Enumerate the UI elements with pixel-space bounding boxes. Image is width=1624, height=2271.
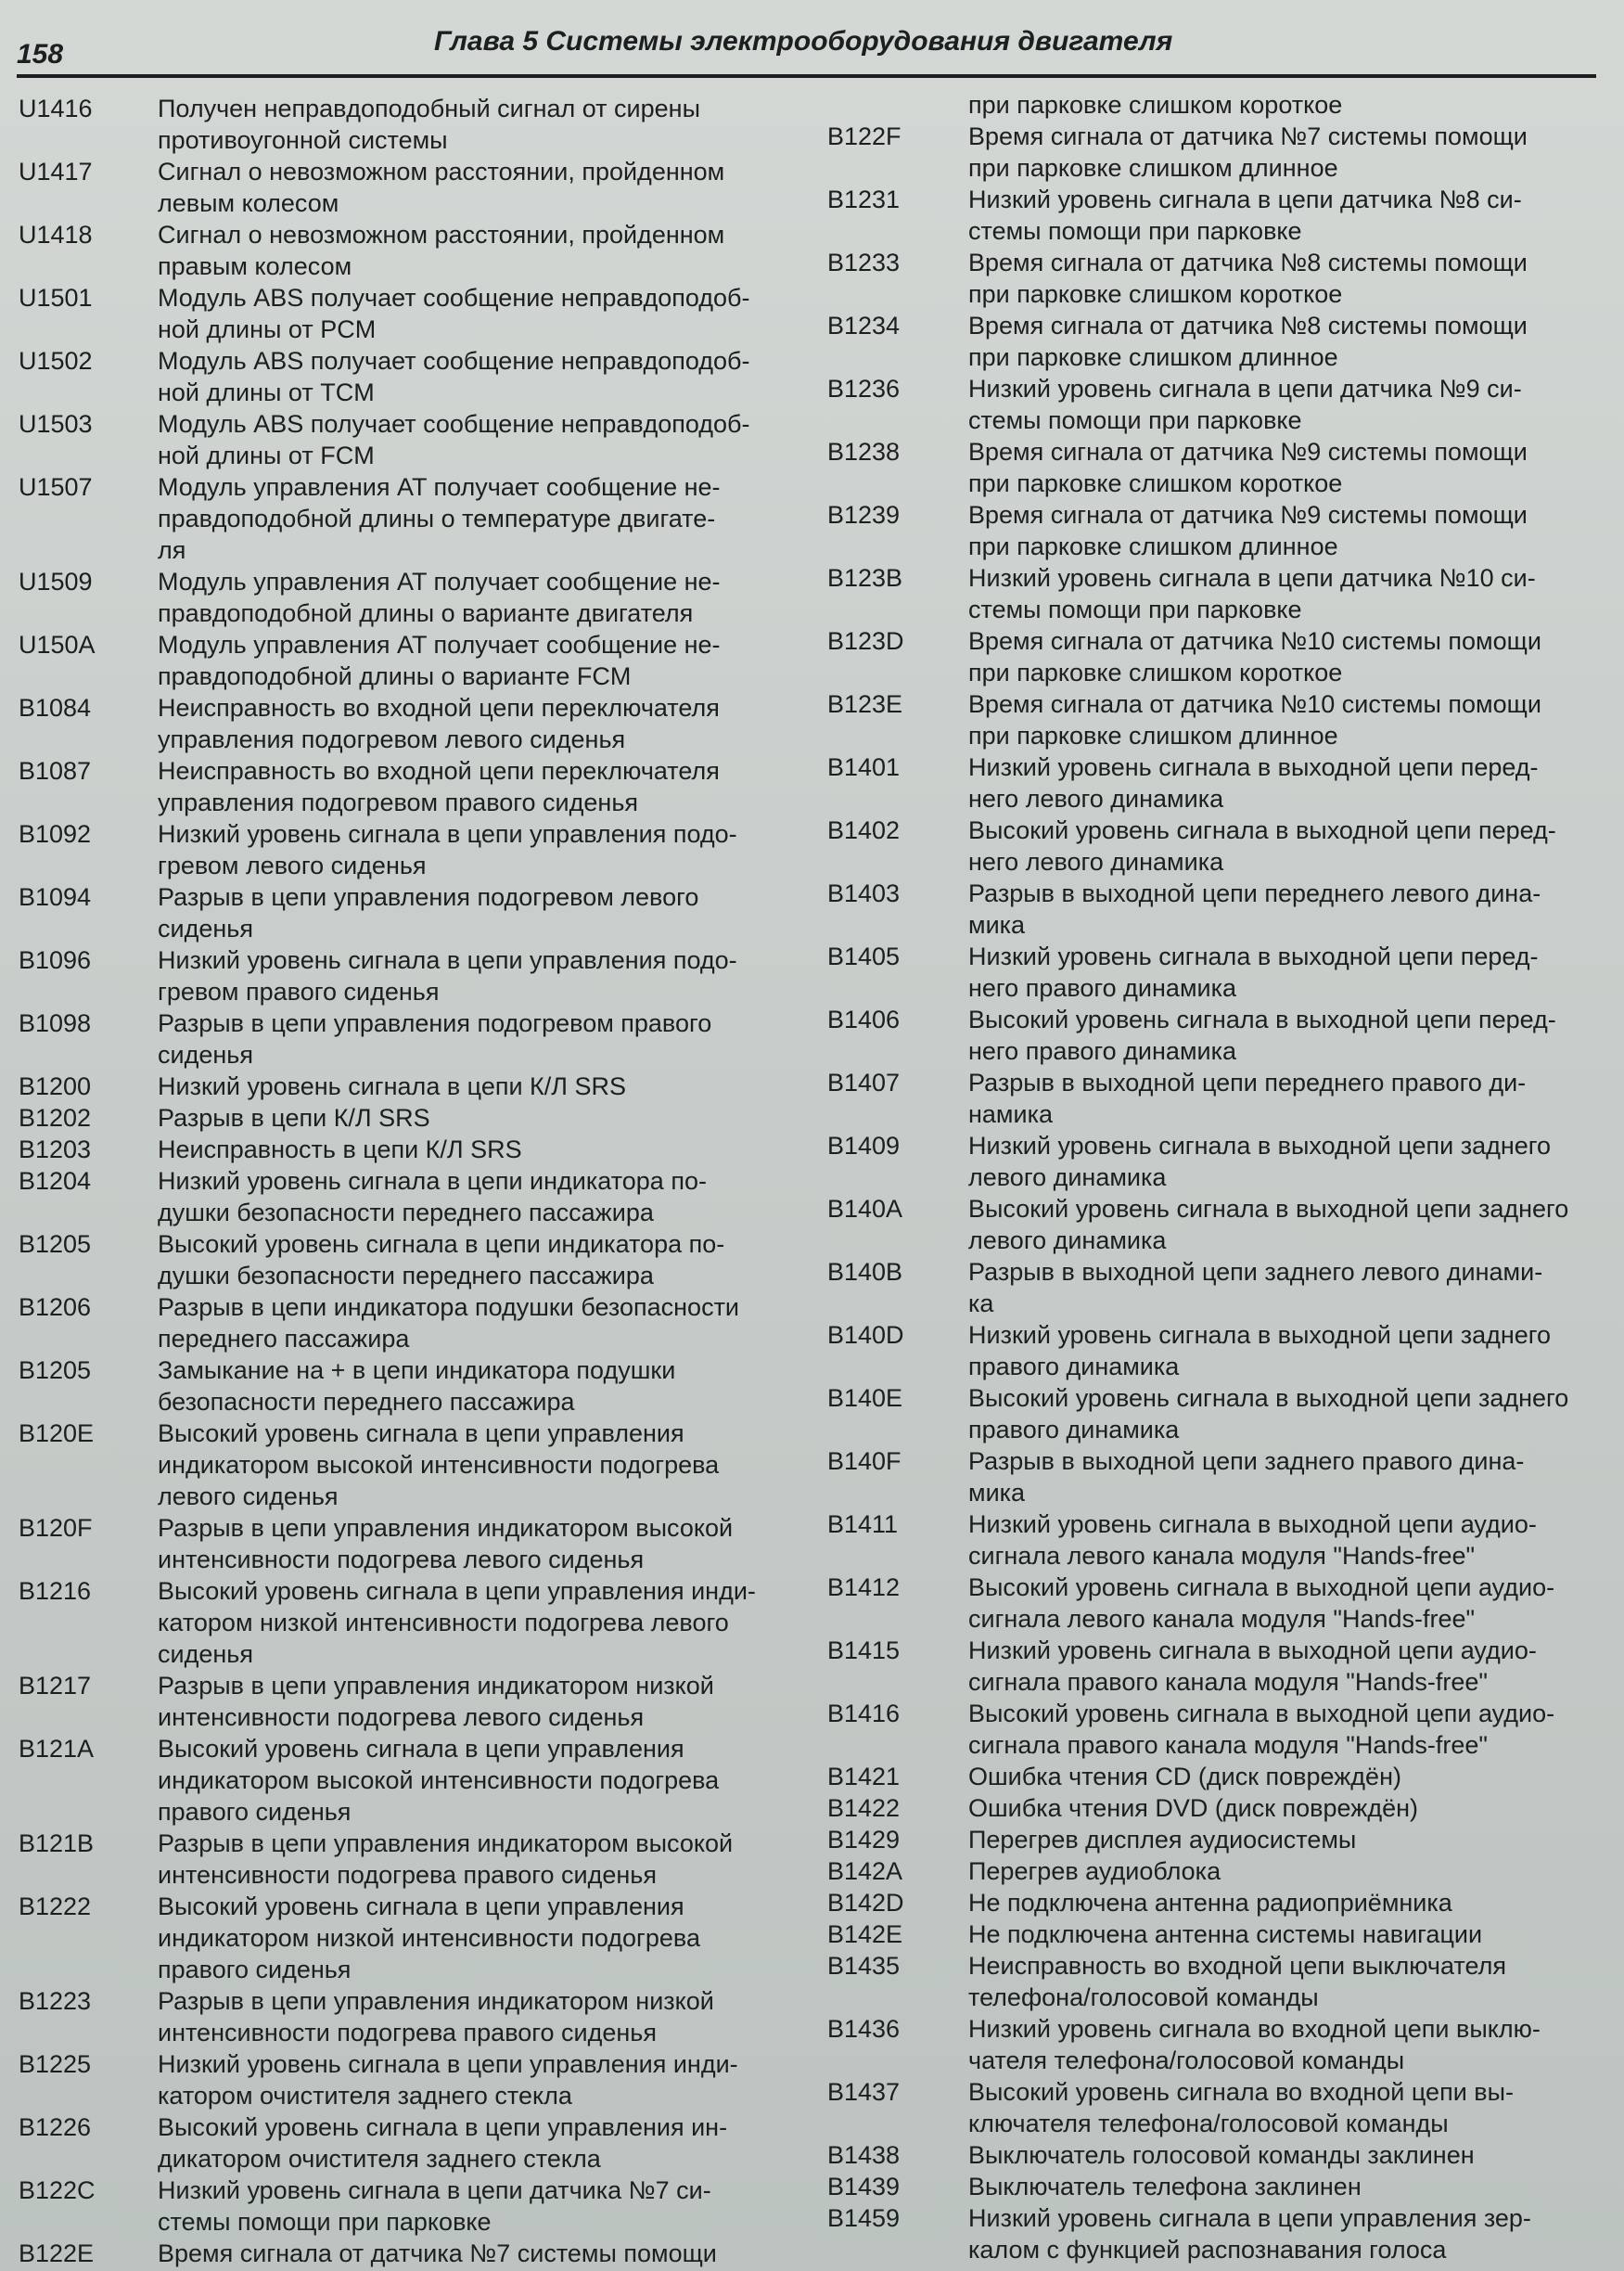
code-entry — [827, 1761, 1597, 1792]
fault-description: Разрыв в цепи управления подогревом правого сиденья — [158, 1009, 712, 1069]
fault-description: Низкий уровень сигнала в выходной цепи заднего правого динамика — [968, 1321, 1552, 1380]
code-entry — [827, 1067, 1597, 1130]
fault-description: Низкий уровень сигнала в цепи управления подо- гревом правого сиденья — [158, 946, 737, 1006]
code-entry — [19, 2111, 788, 2175]
fault-description: Низкий уровень сигнала в цепи датчика №7 си- стемы помощи при парковке — [158, 2176, 711, 2236]
code-entry — [19, 1291, 788, 1354]
code-entry — [827, 1792, 1597, 1824]
code-entry — [19, 692, 788, 755]
fault-code: U1417 — [19, 158, 93, 186]
fault-description: Низкий уровень сигнала во входной цепи выклю- чателя телефона/голосовой команды — [968, 2015, 1541, 2074]
fault-code: B1096 — [19, 946, 92, 974]
code-entry — [19, 219, 788, 282]
code-entry — [827, 2139, 1597, 2171]
fault-code: U1503 — [19, 410, 93, 438]
fault-description: Модуль ABS получает сообщение неправдоподоб- ной длины от TCM — [158, 347, 750, 406]
fault-code: B140A — [827, 1195, 903, 1223]
fault-description: Выключатель телефона заклинен — [968, 2173, 1362, 2200]
fault-code: B1436 — [827, 2015, 901, 2043]
code-entry — [827, 815, 1597, 878]
fault-description: Высокий уровень сигнала в выходной цепи заднего левого динамика — [968, 1195, 1569, 1254]
code-entry — [19, 1512, 788, 1575]
code-entry — [19, 1102, 788, 1134]
code-entry — [827, 1445, 1597, 1508]
fault-description: Разрыв в выходной цепи переднего левого дина- мика — [968, 879, 1541, 939]
fault-description: Неисправность в цепи К/Л SRS — [158, 1136, 522, 1163]
fault-description: Высокий уровень сигнала в выходной цепи перед- него левого динамика — [968, 816, 1556, 876]
code-entry — [19, 1418, 788, 1512]
fault-description: Разрыв в цепи управления подогревом левого сиденья — [158, 883, 699, 943]
code-entry — [19, 93, 788, 156]
code-entry — [827, 562, 1597, 625]
code-entry — [827, 1887, 1597, 1918]
fault-description: Время сигнала от датчика №7 системы помощи — [158, 2239, 717, 2267]
code-entry — [827, 499, 1597, 562]
fault-code: B142A — [827, 1857, 903, 1885]
code-entry — [827, 2171, 1597, 2202]
page-header — [17, 26, 1596, 78]
code-entry — [19, 881, 788, 944]
code-entry — [827, 878, 1597, 941]
fault-description: Разрыв в выходной цепи переднего правого ди- намика — [968, 1069, 1527, 1128]
fault-code: B1411 — [827, 1510, 899, 1538]
fault-description: Модуль управления AT получает сообщение не- правдоподобной длины о температуре двигате- ля — [158, 473, 721, 564]
fault-description: Получен неправдоподобный сигнал от сирены противоугонной системы — [158, 95, 700, 154]
fault-code: B1226 — [19, 2113, 92, 2141]
fault-code: B1415 — [827, 1636, 901, 1664]
fault-description: Низкий уровень сигнала в цепи индикатора по- душки безопасности переднего пассажира — [158, 1167, 707, 1226]
chapter-title: Глава 5 Системы электрооборудования двигателя — [434, 26, 1173, 57]
code-entry — [827, 1508, 1597, 1572]
code-entry — [827, 688, 1597, 751]
fault-description: Разрыв в цепи управления индикатором низкой интенсивности подогрева правого сиденья — [158, 1987, 714, 2046]
fault-description: Высокий уровень сигнала в цепи управления индикатором высокой интенсивности подогрева правого сиденья — [158, 1735, 720, 1826]
code-entry — [827, 1193, 1597, 1256]
fault-description: Низкий уровень сигнала в цепи датчика №9 си- стемы помощи при парковке — [968, 375, 1522, 434]
code-entry — [19, 1575, 788, 1670]
fault-code: B1200 — [19, 1072, 92, 1100]
fault-description: Ошибка чтения DVD (диск повреждён) — [968, 1794, 1418, 1822]
fault-code: B1429 — [827, 1826, 901, 1854]
fault-code: B140F — [827, 1447, 902, 1475]
fault-code: B1094 — [19, 883, 92, 911]
fault-code: B140D — [827, 1321, 904, 1349]
fault-description: Низкий уровень сигнала в выходной цепи аудио- сигнала правого канала модуля "Hands-free" — [968, 1636, 1537, 1696]
fault-description: Перегрев аудиоблока — [968, 1857, 1221, 1885]
code-entry — [19, 755, 788, 818]
fault-code: B1203 — [19, 1136, 92, 1163]
code-entry — [827, 2013, 1597, 2076]
fault-code: B1437 — [827, 2078, 901, 2106]
fault-description: Низкий уровень сигнала в цепи управления инди- катором очистителя заднего стекла — [158, 2050, 738, 2110]
code-entry — [19, 1670, 788, 1733]
fault-code: B120E — [19, 1419, 95, 1447]
code-entry — [827, 1382, 1597, 1445]
fault-description: Время сигнала от датчика №10 системы помощи при парковке слишком короткое — [968, 627, 1541, 686]
fault-code: B1439 — [827, 2173, 901, 2200]
code-entry — [19, 1828, 788, 1891]
fault-description: Разрыв в цепи управления индикатором высокой интенсивности подогрева левого сиденья — [158, 1514, 734, 1573]
fault-code: B1234 — [827, 312, 901, 340]
code-entry — [827, 941, 1597, 1004]
code-entry — [19, 1354, 788, 1418]
fault-description: Время сигнала от датчика №8 системы помощи при парковке слишком длинное — [968, 312, 1528, 371]
fault-description: Высокий уровень сигнала в цепи индикатора по- душки безопасности переднего пассажира — [158, 1230, 725, 1289]
code-entry — [19, 1733, 788, 1828]
code-entry — [19, 566, 788, 629]
code-entry — [19, 629, 788, 692]
fault-description: Высокий уровень сигнала во входной цепи вы- ключателя телефона/голосовой команды — [968, 2078, 1515, 2137]
code-entry — [19, 1134, 788, 1165]
fault-code: B121A — [19, 1735, 95, 1763]
fault-description: Разрыв в выходной цепи заднего правого дина- мика — [968, 1447, 1525, 1507]
code-entry — [827, 121, 1597, 184]
fault-code: B1412 — [827, 1573, 901, 1601]
fault-code: B122E — [19, 2239, 95, 2267]
fault-code: U1416 — [19, 95, 93, 122]
fault-code: U1509 — [19, 568, 93, 596]
fault-description: Выключатель голосовой команды заклинен — [968, 2141, 1475, 2169]
right-column — [827, 89, 1597, 2265]
fault-description: Не подключена антенна радиоприёмника — [968, 1889, 1452, 1917]
fault-code: B1236 — [827, 375, 901, 403]
code-entry — [827, 625, 1597, 688]
fault-description: Высокий уровень сигнала в цепи управления индикатором высокой интенсивности подогрева левого сиденья — [158, 1419, 720, 1510]
fault-description: Высокий уровень сигнала в выходной цепи заднего правого динамика — [968, 1384, 1569, 1443]
code-entry — [19, 2048, 788, 2111]
fault-description: Низкий уровень сигнала в выходной цепи перед- него правого динамика — [968, 943, 1539, 1002]
code-entry — [19, 1071, 788, 1102]
fault-description: Низкий уровень сигнала в выходной цепи аудио- сигнала левого канала модуля "Hands-free" — [968, 1510, 1537, 1570]
fault-description: Время сигнала от датчика №7 системы помощи при парковке слишком длинное — [968, 122, 1528, 182]
fault-description: Модуль управления AT получает сообщение не- правдоподобной длины о варианте двигателя — [158, 568, 721, 627]
code-entry — [19, 1891, 788, 1985]
code-entry — [19, 1228, 788, 1291]
code-entry — [827, 1635, 1597, 1698]
code-entry — [19, 471, 788, 566]
fault-description: Низкий уровень сигнала в цепи управления зер- калом с функцией распознавания голоса — [968, 2204, 1531, 2264]
fault-code: B142D — [827, 1889, 904, 1917]
fault-code: B1231 — [827, 186, 901, 213]
fault-code: B123D — [827, 627, 904, 655]
code-entry — [827, 1319, 1597, 1382]
fault-description: Перегрев дисплея аудиосистемы — [968, 1826, 1357, 1854]
fault-description: Модуль управления AT получает сообщение не- правдоподобной длины о варианте FCM — [158, 631, 721, 690]
fault-description: Время сигнала от датчика №9 системы помощи при парковке слишком длинное — [968, 501, 1528, 560]
fault-description: Разрыв в цепи индикатора подушки безопасности переднего пассажира — [158, 1293, 740, 1353]
fault-code: U1507 — [19, 473, 93, 501]
fault-description: Высокий уровень сигнала в цепи управления инди- катором низкой интенсивности подогрева левого сиденья — [158, 1577, 756, 1668]
code-entry — [827, 1130, 1597, 1193]
left-column — [19, 93, 788, 2269]
code-entry — [827, 373, 1597, 436]
fault-description: Ошибка чтения CD (диск повреждён) — [968, 1763, 1401, 1790]
fault-description: Низкий уровень сигнала в цепи управления подо- гревом левого сиденья — [158, 820, 737, 879]
fault-code: B1084 — [19, 694, 92, 722]
fault-code: B123E — [827, 690, 903, 718]
fault-code: B1092 — [19, 820, 92, 848]
fault-code: B1204 — [19, 1167, 92, 1195]
fault-description: Модуль ABS получает сообщение неправдоподоб- ной длины от PCM — [158, 284, 750, 343]
fault-code: B1402 — [827, 816, 901, 844]
fault-code: B1403 — [827, 879, 901, 907]
fault-code: B1225 — [19, 2050, 92, 2078]
fault-code: B142E — [827, 1920, 903, 1948]
fault-description: Низкий уровень сигнала в выходной цепи перед- него левого динамика — [968, 753, 1539, 813]
code-entry — [827, 247, 1597, 310]
fault-description: Низкий уровень сигнала в выходной цепи заднего левого динамика — [968, 1132, 1552, 1191]
fault-description: Разрыв в цепи К/Л SRS — [158, 1104, 430, 1132]
fault-description: Высокий уровень сигнала в выходной цепи аудио- сигнала левого канала модуля "Hands-free" — [968, 1573, 1555, 1633]
fault-description: Время сигнала от датчика №10 системы помощи при парковке слишком длинное — [968, 690, 1541, 750]
fault-code: B1087 — [19, 757, 92, 785]
fault-code: B122C — [19, 2176, 96, 2204]
fault-description: Высокий уровень сигнала в выходной цепи аудио- сигнала правого канала модуля "Hands-free" — [968, 1700, 1555, 1759]
fault-code: B1217 — [19, 1672, 92, 1700]
fault-code: B1233 — [827, 249, 901, 276]
fault-code: B140E — [827, 1384, 903, 1412]
fault-code: B1459 — [827, 2204, 901, 2232]
code-entry — [827, 1824, 1597, 1855]
fault-description: Не подключена антенна системы навигации — [968, 1920, 1483, 1948]
fault-code: B1416 — [827, 1700, 901, 1727]
code-entry — [827, 1004, 1597, 1067]
code-entry — [19, 1165, 788, 1228]
fault-code: B1202 — [19, 1104, 92, 1132]
fault-description: Высокий уровень сигнала в цепи управления ин- дикатором очистителя заднего стекла — [158, 2113, 728, 2173]
code-entry — [827, 2202, 1597, 2265]
fault-code: B1438 — [827, 2141, 901, 2169]
fault-code: B122F — [827, 122, 902, 150]
code-entry — [19, 818, 788, 881]
code-entry — [19, 345, 788, 408]
fault-description: Высокий уровень сигнала в цепи управления индикатором низкой интенсивности подогрева правого сиденья — [158, 1892, 700, 1983]
code-entry — [827, 751, 1597, 815]
code-entry — [19, 2175, 788, 2238]
fault-code: B1205 — [19, 1356, 92, 1384]
fault-code: B1223 — [19, 1987, 92, 2015]
fault-description: Разрыв в выходной цепи заднего левого динами- ка — [968, 1258, 1543, 1317]
code-entry — [827, 310, 1597, 373]
code-entry — [827, 1698, 1597, 1761]
fault-description: Разрыв в цепи управления индикатором высокой интенсивности подогрева правого сиденья — [158, 1829, 734, 1889]
fault-code: U150A — [19, 631, 96, 659]
code-entry — [19, 408, 788, 471]
fault-description: Время сигнала от датчика №9 системы помощи при парковке слишком короткое — [968, 438, 1528, 497]
code-entry — [827, 184, 1597, 247]
fault-description: Низкий уровень сигнала в цепи датчика №8 си- стемы помощи при парковке — [968, 186, 1522, 245]
code-entry — [827, 1918, 1597, 1950]
code-entry — [19, 156, 788, 219]
code-entry — [827, 1572, 1597, 1635]
fault-description: Сигнал о невозможном расстоянии, пройденном правым колесом — [158, 221, 725, 280]
code-entry — [827, 1855, 1597, 1887]
code-entry — [827, 1256, 1597, 1319]
fault-code: B1421 — [827, 1763, 901, 1790]
code-entry — [19, 282, 788, 345]
fault-code: B1405 — [827, 943, 901, 970]
fault-code: B1238 — [827, 438, 901, 466]
fault-description: Неисправность во входной цепи переключателя управления подогревом левого сиденья — [158, 694, 720, 753]
fault-code: U1502 — [19, 347, 93, 375]
fault-description: Неисправность во входной цепи выключателя телефона/голосовой команды — [968, 1952, 1506, 2011]
fault-description: Неисправность во входной цепи переключателя управления подогревом правого сиденья — [158, 757, 720, 816]
continuation-text: при парковке слишком короткое — [968, 91, 1343, 119]
fault-code: B1407 — [827, 1069, 901, 1097]
fault-description: Сигнал о невозможном расстоянии, пройденном левым колесом — [158, 158, 725, 217]
fault-description: Высокий уровень сигнала в выходной цепи перед- него правого динамика — [968, 1006, 1556, 1065]
fault-code: B1422 — [827, 1794, 901, 1822]
fault-code: B1216 — [19, 1577, 92, 1605]
fault-code: B1409 — [827, 1132, 901, 1160]
fault-description: Разрыв в цепи управления индикатором низкой интенсивности подогрева левого сиденья — [158, 1672, 714, 1731]
fault-description: Замыкание на + в цепи индикатора подушки безопасности переднего пассажира — [158, 1356, 676, 1416]
fault-code: B1206 — [19, 1293, 92, 1321]
fault-code: U1418 — [19, 221, 93, 249]
fault-code: B120F — [19, 1514, 93, 1542]
fault-code: B140B — [827, 1258, 903, 1286]
code-entry — [19, 944, 788, 1007]
code-entry — [19, 1007, 788, 1071]
fault-description: Время сигнала от датчика №8 системы помощи при парковке слишком короткое — [968, 249, 1528, 308]
fault-code: B123B — [827, 564, 903, 592]
fault-code: U1501 — [19, 284, 93, 312]
code-entry — [19, 1985, 788, 2048]
fault-code: B1435 — [827, 1952, 901, 1980]
code-entry — [827, 436, 1597, 499]
fault-description: Низкий уровень сигнала в цепи К/Л SRS — [158, 1072, 627, 1100]
page-number: 158 — [17, 39, 64, 70]
fault-code: B1205 — [19, 1230, 92, 1258]
fault-code: B1222 — [19, 1892, 92, 1920]
fault-code: B1406 — [827, 1006, 901, 1033]
fault-code: B1098 — [19, 1009, 92, 1037]
fault-code: B1239 — [827, 501, 901, 529]
code-entry — [827, 2076, 1597, 2139]
fault-description: Модуль ABS получает сообщение неправдоподоб- ной длины от FCM — [158, 410, 750, 469]
fault-code: B1401 — [827, 753, 901, 781]
fault-description: Низкий уровень сигнала в цепи датчика №10 си- стемы помощи при парковке — [968, 564, 1536, 623]
code-entry — [19, 2238, 788, 2269]
fault-code: B121B — [19, 1829, 95, 1857]
code-entry — [827, 1950, 1597, 2013]
